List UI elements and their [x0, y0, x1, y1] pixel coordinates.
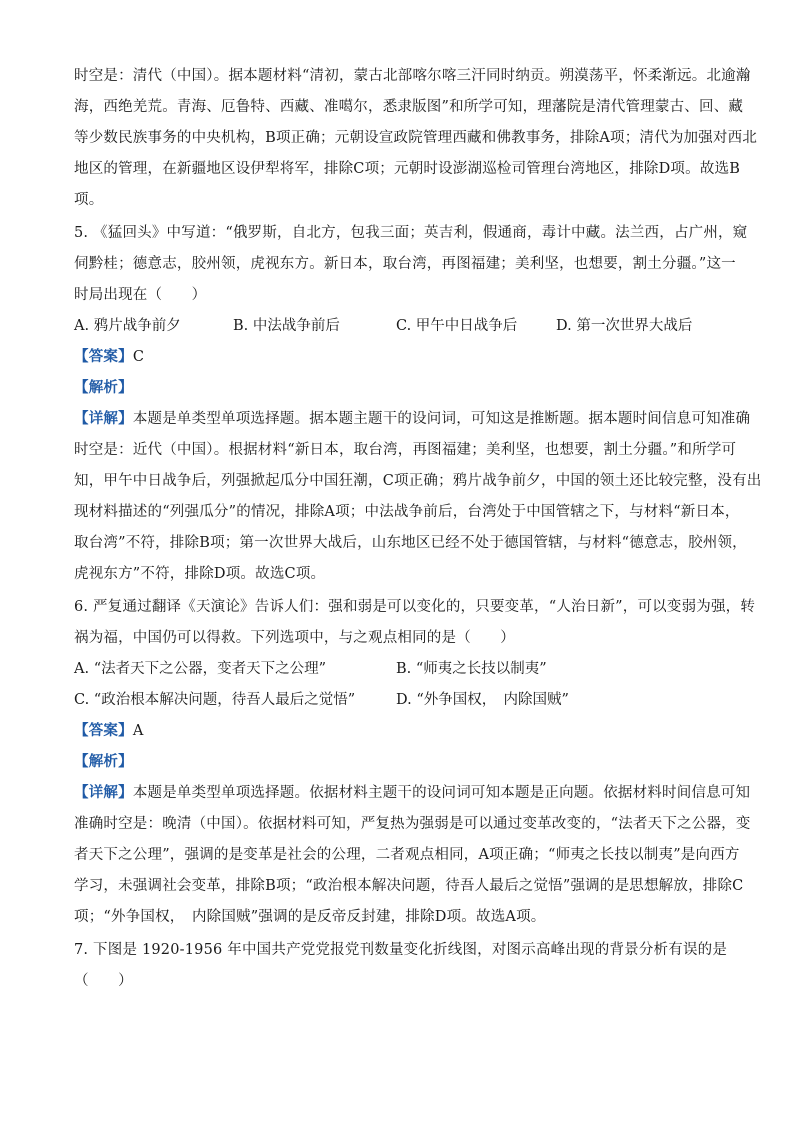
text-line: 现材料描述的“列强瓜分”的情况，排除A项；中法战争前后，台湾处于中国管辖之下，与材料“新日本， — [74, 504, 740, 520]
q6-analysis-row — [74, 752, 133, 772]
q6-option-b: B. “师夷之长技以制夷” — [396, 661, 547, 677]
q6-answer-row — [74, 721, 143, 741]
text-line: 时空是：近代（中国）。根据材料“新日本，取台湾，再图福建；美利坚，也想要，割土分疆。”和所学可 — [74, 442, 737, 458]
q5-option-d: D. 第一次世界大战后 — [556, 318, 693, 334]
answer-value: A — [132, 723, 144, 739]
text-line: 时空是：清代（中国）。据本题材料“清初，蒙古北部喀尔喀三汗同时纳贡。朔漠荡平，怀柔渐远。北逾瀚 — [74, 68, 751, 84]
q5-option-b: B. 中法战争前后 — [233, 318, 340, 334]
text-line: 项；“外争国权， 内除国贼”强调的是反帝反封建，排除D项。故选A项。 — [74, 909, 546, 925]
text-line: 等少数民族事务的中央机构，B项正确；元朝设宣政院管理西藏和佛教事务，排除A项；清代为加强对西北 — [74, 130, 758, 146]
text-line: 取台湾”不符，排除B项；第一次世界大战后，山东地区已经不处于德国管辖，与材料“德意志，胶州领， — [74, 535, 747, 551]
question-7-stem: （ ） — [74, 973, 133, 989]
text-line: 项。 — [74, 192, 104, 208]
text-line: 者天下之公理”，强调的是变革是社会的公理，二者观点相同，A项正确；“师夷之长技以制夷”是向西方 — [74, 847, 740, 863]
detail-text: 本题是单类型单项选择题。据本题主题干的设问词，可知这是推断题。据本题时间信息可知准确 — [132, 411, 751, 427]
analysis-label: 【解析】 — [74, 379, 133, 396]
question-7-stem: 7. 下图是 1920-1956 年中国共产党党报党刊数量变化折线图，对图示高峰出现的背景分析有误的是 — [74, 942, 728, 958]
question-5-stem: 伺黔桂；德意志，胶州领，虎视东方。新日本，取台湾，再图福建；美利坚，也想要，割土分疆。”这一 — [74, 256, 736, 272]
analysis-label: 【解析】 — [74, 753, 133, 770]
q5-answer-row — [74, 347, 144, 367]
q6-detail-row — [74, 783, 750, 803]
text-line: 学习，未强调社会变革，排除B项；“政治根本解决问题，待吾人最后之觉悟”强调的是思想解放，排除C — [74, 878, 744, 894]
detail-text: 本题是单类型单项选择题。依据材料主题干的设问词可知本题是正向题。依据材料时间信息可知 — [132, 785, 751, 801]
q6-option-d: D. “外争国权， 内除国贼” — [396, 692, 569, 708]
answer-value: C — [132, 349, 145, 365]
answer-label: 【答案】 — [74, 348, 133, 365]
text-line: 虎视东方”不符，排除D项。故选C项。 — [74, 566, 326, 582]
text-line: 知，甲午中日战争后，列强掀起瓜分中国狂潮，C项正确；鸦片战争前夕，中国的领土还比较完整，没有出 — [74, 473, 762, 489]
question-5-stem: 时局出现在（ ） — [74, 287, 207, 303]
q5-option-c: C. 甲午中日战争后 — [396, 318, 518, 334]
answer-label: 【答案】 — [74, 722, 133, 739]
q5-detail-row — [74, 409, 750, 429]
question-5-stem: 5. 《猛回头》中写道：“俄罗斯，自北方，包我三面；英吉利，假通商，毒计中藏。法兰西，占广州，窥 — [74, 225, 748, 241]
q6-option-a: A. “法者天下之公器，变者天下之公理” — [74, 661, 327, 677]
text-line: 准确时空是：晚清（中国）。依据材料可知，严复热为强弱是可以通过变革改变的，“法者天下之公器，变 — [74, 816, 751, 832]
question-6-stem: 祸为福，中国仍可以得救。下列选项中，与之观点相同的是（ ） — [74, 630, 515, 646]
q6-option-c: C. “政治根本解决问题，待吾人最后之觉悟” — [74, 692, 356, 708]
detail-label: 【详解】 — [74, 410, 133, 427]
detail-label: 【详解】 — [74, 784, 133, 801]
q5-analysis-row — [74, 378, 133, 398]
text-line: 地区的管理，在新疆地区设伊犁将军，排除C项；元朝时设澎湖巡检司管理台湾地区，排除D项。故选B — [74, 161, 741, 177]
text-line: 海，西绝羌荒。青海、厄鲁特、西藏、准噶尔，悉隶版图”和所学可知，理藩院是清代管理蒙古、回、藏 — [74, 99, 744, 115]
q5-option-a: A. 鸦片战争前夕 — [74, 318, 181, 334]
question-6-stem: 6. 严复通过翻译《天演论》告诉人们：强和弱是可以变化的，只要变革，“人治日新”，可以变弱为强，转 — [74, 599, 756, 615]
